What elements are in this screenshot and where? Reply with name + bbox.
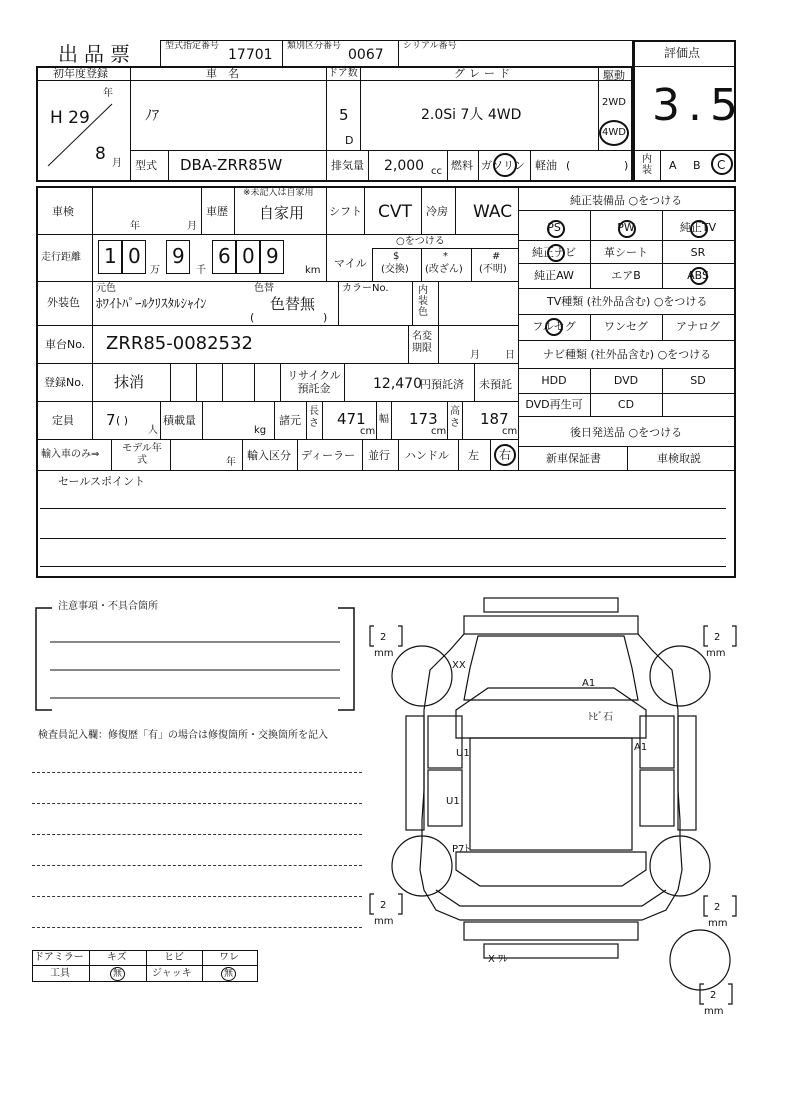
history-value: 自家用	[259, 204, 305, 222]
history-label: 車歴	[206, 205, 228, 218]
height-label: 高さ	[450, 406, 460, 429]
import-type-label: 輸入区分	[247, 449, 291, 462]
rating-label: 評価点	[664, 46, 701, 60]
handle-right-circle	[494, 444, 516, 466]
recycle-label: リサイクル預託金	[287, 369, 341, 395]
tv-type-item: フルセグ	[532, 320, 576, 333]
mirror-label: ドアミラー	[34, 952, 84, 963]
navi-type-item: HDD	[541, 374, 567, 387]
load-label: 積載量	[163, 414, 196, 427]
repaint-label: 色替	[254, 283, 274, 294]
grade-label: グレード	[454, 67, 514, 80]
category-label: 類別区分番号	[287, 41, 342, 51]
first-reg-year-unit: 年	[103, 88, 113, 99]
damage-mark: U1	[446, 796, 460, 807]
jack-mark: 無	[224, 969, 234, 979]
fuel-gasoline: ガソリン	[481, 159, 525, 172]
tv-type-item: ワンセグ	[604, 320, 648, 333]
fuel-label: 燃料	[451, 159, 473, 172]
grade-value: 2.0Si 7人 4WD	[421, 107, 522, 123]
interior-c: C	[717, 158, 726, 172]
capacity-label: 定員	[52, 414, 74, 427]
tv-title: TV種類 (社外品含む) ○をつける	[547, 295, 708, 308]
tread-depth-value: 2	[714, 632, 721, 643]
jack-mark-circle	[221, 967, 236, 981]
mark-note: ○をつける	[396, 236, 445, 247]
car-diagram	[360, 590, 760, 1030]
fuel-gasoline-circle	[493, 153, 517, 177]
tread-depth-unit: mm	[374, 916, 394, 927]
width-cm: cm	[431, 426, 447, 437]
equipment-item: 革シート	[604, 246, 648, 259]
equipment-title: 純正装備品 ○をつける	[570, 194, 683, 207]
mark-tamper: (改ざん)	[425, 264, 463, 275]
pw-circle	[618, 220, 636, 238]
damage-mark: XX	[452, 660, 466, 671]
capacity-value: 7	[106, 411, 116, 429]
shift-label: シフト	[329, 205, 362, 218]
serial-label: シリアル番号	[403, 41, 457, 51]
shaken-month-unit: 月	[187, 221, 197, 232]
import-parallel: 並行	[368, 449, 390, 462]
tread-depth-unit: mm	[708, 918, 728, 929]
interior-color-label: 内装色	[418, 285, 428, 318]
mark-exchange: (交換)	[381, 264, 409, 275]
later-title: 後日発送品 ○をつける	[570, 426, 683, 439]
tread-depth-value: 2	[380, 900, 387, 911]
mark-exchange-sym: $	[393, 251, 400, 262]
dims-label: 諸元	[279, 414, 301, 427]
tv-circle	[690, 220, 708, 238]
shift-value: CVT	[378, 202, 412, 222]
displacement-label: 排気量	[331, 159, 364, 172]
recycle-status: 円預託済	[420, 378, 464, 391]
recycle-amount: 12,470	[373, 376, 422, 392]
name-change-month-unit: 月	[470, 350, 480, 361]
category-value: 0067	[348, 47, 384, 63]
name-change-day-unit: 日	[505, 350, 515, 361]
load-kg: kg	[254, 425, 267, 436]
length-label: 長さ	[309, 406, 319, 429]
fullseg-circle	[545, 318, 563, 336]
length-cm: cm	[360, 426, 376, 437]
damage-mark: ﾄﾋﾞ石	[588, 712, 613, 723]
navi-type-item: SD	[690, 374, 706, 387]
ac-value: WAC	[473, 202, 513, 222]
mirror-scratch: キズ	[107, 952, 127, 963]
doors-label: ドア数	[328, 68, 358, 79]
mileage-digit: 0	[242, 244, 255, 268]
equipment-item: 純正TV	[679, 221, 717, 234]
reg-no-label: 登録No.	[44, 376, 85, 389]
mileage-digit: 6	[218, 244, 231, 268]
damage-mark: A1	[582, 678, 596, 689]
mirror-crack: ヒビ	[164, 952, 184, 963]
form-title: 出品票	[58, 42, 136, 66]
reg-no-value: 抹消	[114, 373, 145, 391]
original-color-label: 元色	[96, 283, 116, 294]
model-year-unit: 年	[226, 457, 236, 468]
color-no-label: カラーNo.	[342, 283, 389, 294]
mark-tamper-sym: *	[443, 251, 448, 262]
interior-label: 内装	[642, 154, 652, 176]
interior-c-circle	[711, 153, 733, 175]
mileage-sen: 千	[196, 265, 206, 276]
ac-label: 冷房	[426, 205, 448, 218]
handle-label: ハンドル	[405, 449, 449, 462]
model-label: 型式	[135, 159, 157, 172]
equipment-item: エアB	[611, 269, 641, 282]
fuel-diesel: 軽油	[535, 159, 557, 172]
fuel-other-open: (	[566, 159, 571, 172]
mileage-label: 走行距離	[41, 252, 81, 263]
interior-b: B	[693, 159, 701, 172]
tv-type-item: アナログ	[676, 320, 720, 333]
inspector-label: 検査員記入欄：修復歴「有」の場合は修復箇所・交換箇所を記入	[38, 730, 328, 741]
tread-depth-unit: mm	[374, 648, 394, 659]
displacement-value: 2,000	[384, 158, 425, 174]
height-cm: cm	[502, 426, 518, 437]
damage-mark: U1	[456, 748, 470, 759]
mileage-digit: 0	[128, 244, 141, 268]
car-name-label: 車 名	[206, 67, 239, 80]
model-year-label: モデル年式	[122, 443, 162, 466]
import-label: 輸入車のみ⇒	[41, 449, 100, 460]
damage-mark: A1	[634, 742, 648, 753]
shaken-year-unit: 年	[130, 221, 140, 232]
name-change-label: 名変期限	[412, 331, 432, 354]
drive-2wd: 2WD	[602, 97, 626, 108]
equipment-item: 純正ナビ	[532, 246, 576, 259]
navi-circle	[547, 244, 565, 262]
tools-label: 工具	[50, 968, 70, 979]
fuel-other-close: )	[624, 159, 629, 172]
door-type: D	[345, 134, 354, 147]
tread-depth-value: 2	[380, 632, 387, 643]
repaint-value: 色替無	[270, 295, 316, 313]
equipment-item: 純正AW	[534, 269, 574, 282]
mileage-digit: 1	[104, 244, 117, 268]
first-reg-year: H 29	[50, 108, 90, 128]
first-reg-slash	[40, 82, 130, 180]
tread-depth-value: 2	[710, 990, 717, 1001]
mirror-broken: ワレ	[219, 952, 239, 963]
drive-label: 駆動	[603, 69, 625, 82]
history-note: ※未記入は自家用	[243, 188, 314, 198]
width-value: 173	[409, 410, 438, 428]
jack-label: ジャッキ	[152, 968, 192, 979]
sales-point-label: セールスポイント	[58, 475, 146, 488]
later-warranty: 新車保証書	[546, 452, 601, 465]
repaint-paren-close: )	[323, 311, 328, 324]
tread-depth-value: 2	[714, 902, 721, 913]
tools-mark-circle	[110, 967, 125, 981]
import-dealer: ディーラー	[301, 449, 356, 462]
equipment-item: SR	[690, 246, 706, 259]
handle-left: 左	[468, 449, 479, 462]
cc-unit: cc	[431, 166, 442, 177]
equipment-item: PS	[547, 221, 561, 234]
original-color-value: ﾎﾜｲﾄﾊﾟｰﾙｸﾘｽﾀﾙｼｬｲﾝ	[96, 297, 207, 312]
mileage-man: 万	[150, 265, 160, 276]
repaint-paren-open: (	[250, 311, 255, 324]
capacity-paren: ( )	[116, 414, 129, 427]
equipment-item: PW	[617, 221, 635, 234]
mile-label: マイル	[334, 257, 367, 270]
abs-circle	[690, 267, 708, 285]
model-value: DBA-ZRR85W	[180, 156, 283, 174]
navi-title: ナビ種類 (社外品含む) ○をつける	[543, 348, 712, 361]
navi-type-item: DVD	[613, 374, 639, 387]
equipment-item: ABS	[687, 269, 709, 282]
model-designation-label: 型式指定番号	[165, 41, 220, 51]
exterior-label: 外装色	[47, 296, 80, 309]
drive-4wd-circle	[599, 120, 629, 146]
mileage-digit: 9	[266, 244, 279, 268]
navi-type-item: CD	[617, 398, 635, 411]
mileage-digit: 9	[172, 244, 185, 268]
caution-label: 注意事項・不具合箇所	[58, 601, 158, 612]
first-reg-month: 8	[95, 144, 106, 164]
recycle-unpaid: 未預託	[479, 378, 512, 391]
handle-right: 右	[499, 448, 512, 462]
length-value: 471	[337, 410, 366, 428]
width-label: 幅	[379, 414, 389, 425]
ps-circle	[547, 220, 565, 238]
mark-unknown-sym: #	[492, 251, 501, 262]
tread-depth-unit: mm	[704, 1006, 724, 1017]
car-name-value: ﾉｱ	[145, 108, 159, 124]
doors-value: 5	[339, 106, 349, 124]
capacity-unit: 人	[148, 425, 158, 436]
navi-type-item: DVD再生可	[525, 398, 583, 411]
first-reg-label: 初年度登録	[53, 67, 108, 80]
rating-value: 3.5	[652, 80, 746, 131]
height-value: 187	[480, 410, 509, 428]
interior-a: A	[669, 159, 677, 172]
tread-depth-unit: mm	[706, 648, 726, 659]
caution-bracket	[30, 606, 360, 716]
later-manual: 車検取説	[657, 452, 701, 465]
chassis-label: 車台No.	[45, 338, 86, 351]
tools-mark: 無	[113, 969, 123, 979]
damage-mark: X ﾜﾚ	[488, 954, 509, 965]
damage-mark: P7ﾄ	[452, 844, 470, 855]
first-reg-month-unit: 月	[112, 158, 122, 169]
shaken-label: 車検	[52, 205, 74, 218]
chassis-value: ZRR85-0082532	[106, 333, 253, 354]
drive-4wd: 4WD	[602, 127, 626, 138]
model-designation-value: 17701	[228, 47, 273, 63]
mark-unknown: (不明)	[479, 264, 507, 275]
mileage-km: km	[305, 265, 321, 276]
